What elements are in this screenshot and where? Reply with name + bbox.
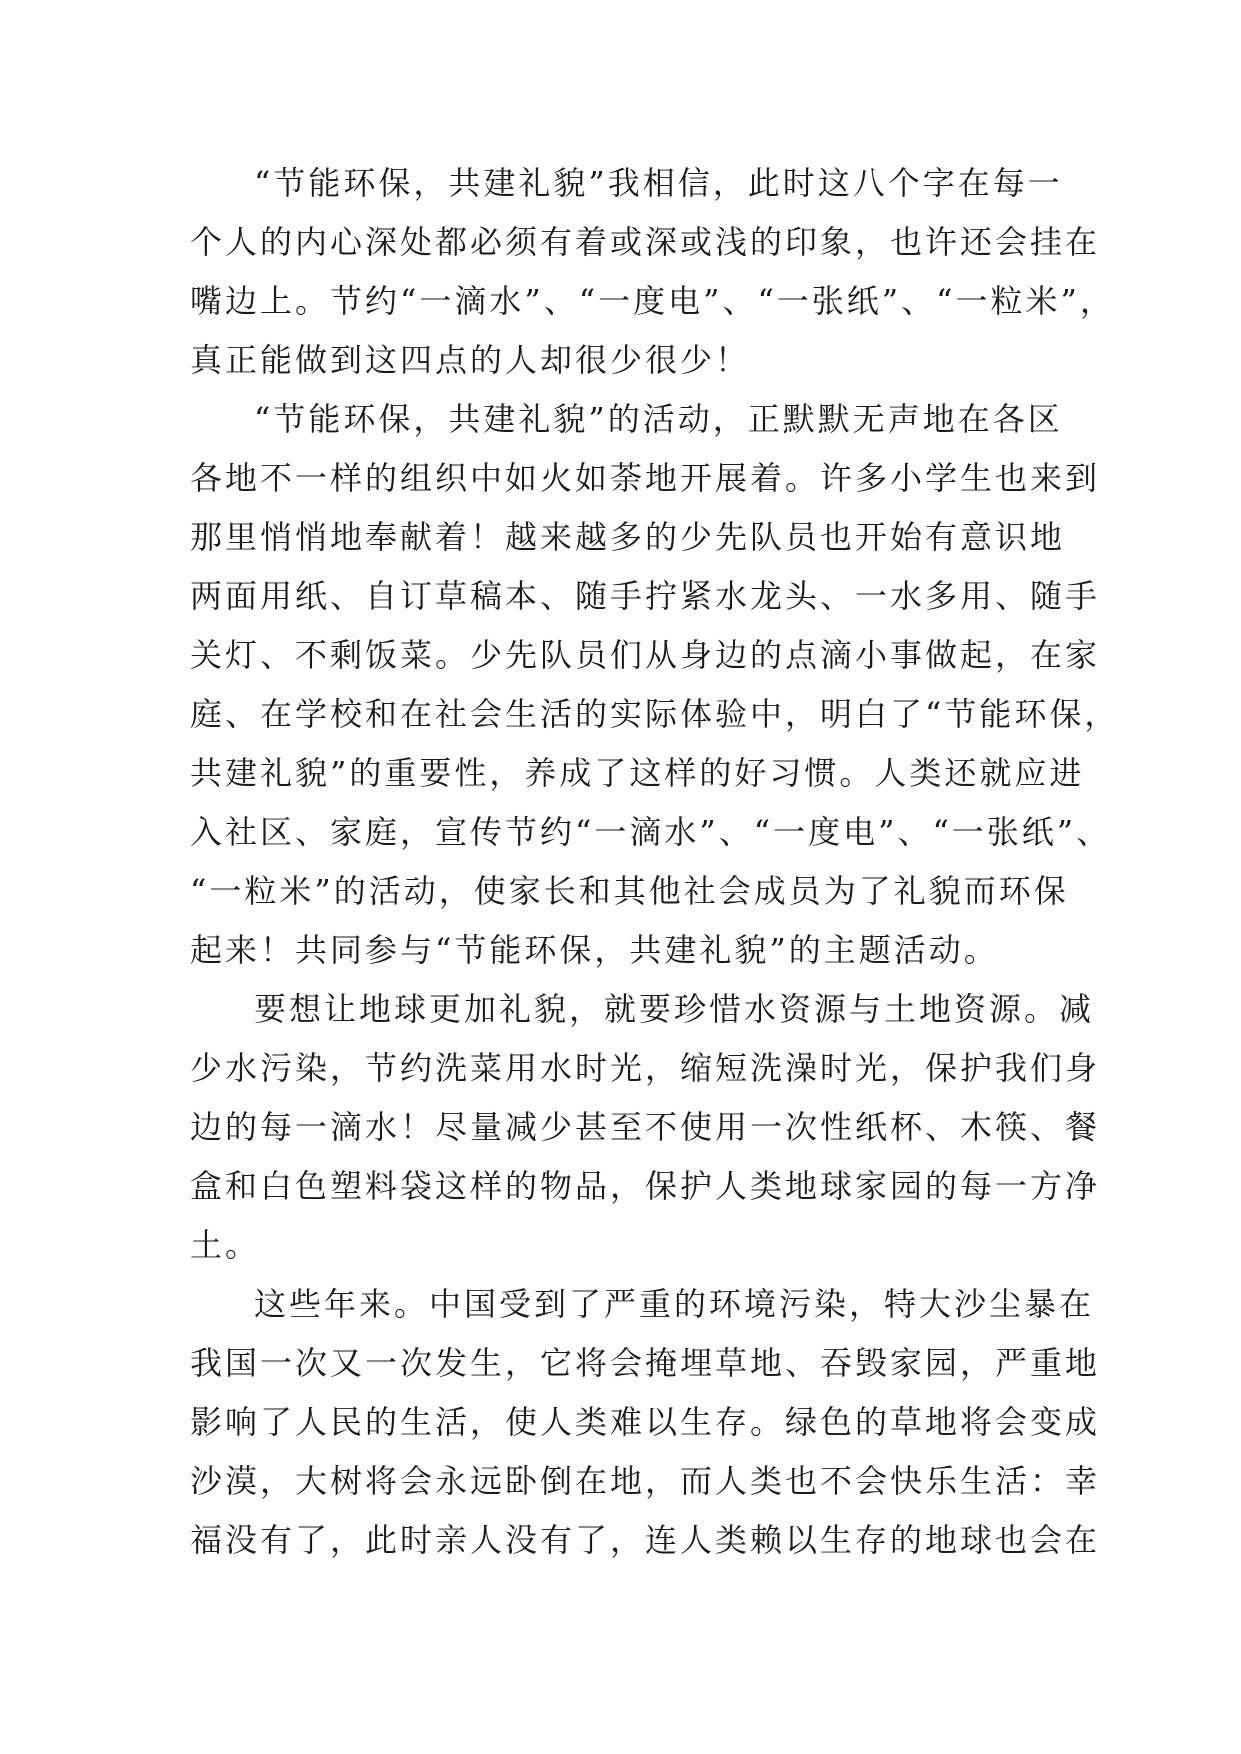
text-line: 关灯、不剩饭菜。少先队员们从身边的点滴小事做起，在家 — [190, 636, 1101, 674]
text-line: 边的每一滴水！尽量减少甚至不使用一次性纸杯、木筷、餐 — [190, 1108, 1101, 1146]
text-line: 土。 — [190, 1226, 261, 1264]
text-line: 入社区、家庭，宣传节约“一滴水”、“一度电”、“一张纸”、 — [190, 813, 1112, 851]
body-text — [190, 154, 1120, 1570]
text-line: 嘴边上。节约“一滴水”、“一度电”、“一张纸”、“一粒米”， — [190, 282, 1115, 320]
text-line: “节能环保，共建礼貌”我相信，此时这八个字在每一 — [254, 164, 1063, 202]
text-line: 少水污染，节约洗菜用水时光，缩短洗澡时光，保护我们身 — [190, 1049, 1101, 1087]
text-line: 福没有了，此时亲人没有了，连人类赖以生存的地球也会在 — [190, 1521, 1101, 1559]
text-line: 真正能做到这四点的人却很少很少！ — [190, 341, 751, 379]
text-line: “一粒米”的活动，使家长和其他社会成员为了礼貌而环保 — [190, 872, 1069, 910]
text-line: 影响了人民的生活，使人类难以生存。绿色的草地将会变成 — [190, 1403, 1101, 1441]
text-line: “节能环保，共建礼貌”的活动，正默默无声地在各区 — [254, 400, 1063, 438]
text-line: 庭、在学校和在社会生活的实际体验中，明白了“节能环保， — [190, 695, 1120, 733]
text-line: 两面用纸、自订草稿本、随手拧紧水龙头、一水多用、随手 — [190, 577, 1101, 615]
text-line: 这些年来。中国受到了严重的环境污染，特大沙尘暴在 — [254, 1285, 1095, 1323]
text-line: 个人的内心深处都必须有着或深或浅的印象，也许还会挂在 — [190, 223, 1101, 261]
text-line: 沙漠，大树将会永远卧倒在地，而人类也不会快乐生活：幸 — [190, 1462, 1101, 1500]
text-line: 那里悄悄地奉献着！越来越多的少先队员也开始有意识地 — [190, 518, 1066, 556]
text-line: 盒和白色塑料袋这样的物品，保护人类地球家园的每一方净 — [190, 1167, 1101, 1205]
text-line: 共建礼貌”的重要性，养成了这样的好习惯。人类还就应进 — [190, 754, 1085, 792]
text-line: 起来！共同参与“节能环保，共建礼貌”的主题活动。 — [190, 931, 999, 969]
text-line: 要想让地球更加礼貌，就要珍惜水资源与土地资源。减 — [254, 990, 1095, 1028]
text-line: 我国一次又一次发生，它将会掩埋草地、吞毁家园，严重地 — [190, 1344, 1101, 1382]
text-line: 各地不一样的组织中如火如荼地开展着。许多小学生也来到 — [190, 459, 1101, 497]
